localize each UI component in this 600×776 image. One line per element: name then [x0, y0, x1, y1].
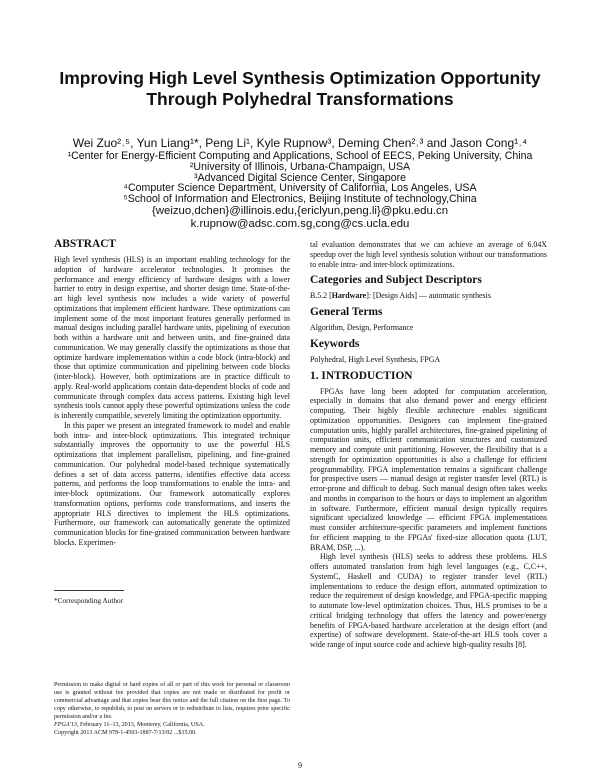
categories-heading: Categories and Subject Descriptors [310, 274, 482, 287]
general-terms-text: Algorithm, Design, Performance [310, 323, 414, 332]
keywords-text: Polyhedral, High Level Synthesis, FPGA [310, 354, 441, 364]
conference-info [54, 721, 290, 729]
affiliation-5: ⁵School of Information and Electronics, Beijing Institute of technology,China [123, 193, 477, 206]
email-line-2: k.rupnow@adsc.com.sg,cong@cs.ucla.edu [190, 217, 410, 230]
conference-details: February 11–13, 2013, Monterey, California, USA. [78, 722, 205, 728]
footnote-divider [54, 590, 124, 591]
title-line-1: Improving High Level Synthesis Optimization Opportunity [59, 68, 541, 88]
right-column [310, 240, 547, 650]
left-column [54, 238, 290, 548]
abstract-paragraph-2: In this paper we present an integrated framework to model and enable both intra- and inter-block optimizations. This integrated technique substantially improves the opportunity to use the powerful HLS optimizations that implement parallelism, pipelining, and fine-grained communication. Our polyhedral model-based technique systematically defines a set of data access patterns, identifies effective data access patterns, and performs the loop transformations to enable the intra- and inter-block optimizations. Our framework automatically explores transformation options, performs code transformations, and inserts the appropriate HLS directives to implement the HLS optimizations. Furthermore, our framework can automatically generate the optimized communication blocks for fine-grained communication between hardware blocks. Experimen- [54, 420, 290, 547]
copyright-line: Copyright 2013 ACM 978-1-4503-1887-7/13/02 ...$15.00. [54, 730, 197, 736]
author-block [30, 137, 570, 230]
corresponding-author-note: *Corresponding Author [54, 596, 124, 605]
abstract-paragraph-1: High level synthesis (HLS) is an important enabling technology for the adoption of hardware accelerator technologies. It promises the performance and energy efficiency of hardware designs with a lower barrier to entry in design expertise, and shorter design time. State-of-the-art high level synthesis now includes a wide variety of powerful optimizations that implement efficient hardware. These optimizations can implement some of the most important features generally performed in manual designs including parallel hardware units, pipelining of execution both within a hardware unit and between units, and fine-grained data communication. We may generally classify the optimizations as those that optimize hardware implementation within a code block (intra-block) and those that optimize communication and pipelining between code blocks (inter-block). However, both optimizations are in practice difficult to apply. Real-world applications contain data-dependent blocks of code and communicate through complex data access patterns. Existing high level synthesis tools cannot apply these powerful optimizations unless the code is inherently compatible, severely limiting the optimization opportunity. [54, 255, 290, 420]
conference-name: FPGA'13, [54, 722, 79, 728]
title-line-2: Through Polyhedral Transformations [146, 89, 454, 109]
paper-title [40, 68, 560, 110]
keywords-heading: Keywords [310, 337, 360, 350]
categories-text: B.5.2 [Hardware]: [Design Aids] — automatic synthesis [310, 291, 491, 301]
affiliation-2: ²University of Illinois, Urbana-Champaign, USA [189, 160, 411, 173]
affiliation-1: ¹Center for Energy-Efficient Computing and Applications, School of EECS, Peking University, China [67, 150, 533, 162]
permission-notice [54, 681, 290, 737]
introduction-paragraph-2: High level synthesis (HLS) seeks to address these problems. HLS offers automated translation from high level languages (e.g., C,C++, SystemC, Haskell and CUDA) to register transfer level (RTL) implementations to reduce the design effort, automated optimization to reduce the requirement of design knowledge, and FPGA-specific mapping to automate low-level optimization choices. Thus, HLS promises to be a critical bridging technology that offers the latency and power/energy benefits of FPGA-based hardware acceleration at the design effort (and expertise) of software development. State-of-the-art HLS tools cover a wide range of input source code and achieve high-quality results [8]. [310, 552, 547, 649]
introduction-paragraph-1: FPGAs have long been adopted for computation acceleration, especially in domains that also demand power and energy efficient computing. Their highly flexible architecture enables significant optimization opportunities. Designers can implement fine-grained computation units, highly parallel architectures, fine-grained pipelining of computation units, efficient communication structures and customized memory and compute unit partitioning. However, the flexibility that is a strength for optimization opportunities is also a challenge for efficient programmability. FPGA implementation remains a significant challenge for prospective users — manual design at register transfer level (RTL) is error-prone and difficult to debug. Such manual design often takes weeks and months in comparison to the hours or days to implement an algorithm in software. Furthermore, efficient manual design typically requires significant specialized knowledge — efficient FPGA implementations must consider architecture-specific parameters and implement functions for efficient mapping to the FPGAs' fixed-size allocation quota (LUT, BRAM, DSP, ...). [310, 386, 547, 552]
introduction-heading: 1. INTRODUCTION [310, 369, 413, 382]
page-number: 9 [298, 761, 302, 770]
author-names: Wei Zuo²˒⁵, Yun Liang¹*, Peng Li¹, Kyle Rupnow³, Deming Chen²˒³ and Jason Cong¹˒⁴ [72, 136, 528, 150]
affiliation-4: ⁴Computer Science Department, University of California, Los Angeles, USA [123, 182, 477, 195]
general-terms-heading: General Terms [310, 306, 383, 318]
permission-text: Permission to make digital or hard copies of all or part of this work for personal or classroom use is granted without fee provided that copies are not made or distributed for profit or commercial advantage and that copies bear this notice and the full citation on the first page. To copy otherwise, to republish, to post on servers or to redistribute to lists, requires prior specific permission and/or a fee. [54, 682, 290, 720]
email-line-1: {weizuo,dchen}@illinois.edu,{ericlyun,peng.li}@pku.edu.cn [151, 204, 449, 217]
abstract-heading: ABSTRACT [54, 238, 117, 250]
affiliation-3: ³Advanced Digital Science Center, Singapore [194, 171, 406, 184]
abstract-continuation: tal evaluation demonstrates that we can achieve an average of 6.04X speedup over the high level synthesis solution without our transformations to enable intra- and inter-block optimizations. [310, 240, 547, 269]
